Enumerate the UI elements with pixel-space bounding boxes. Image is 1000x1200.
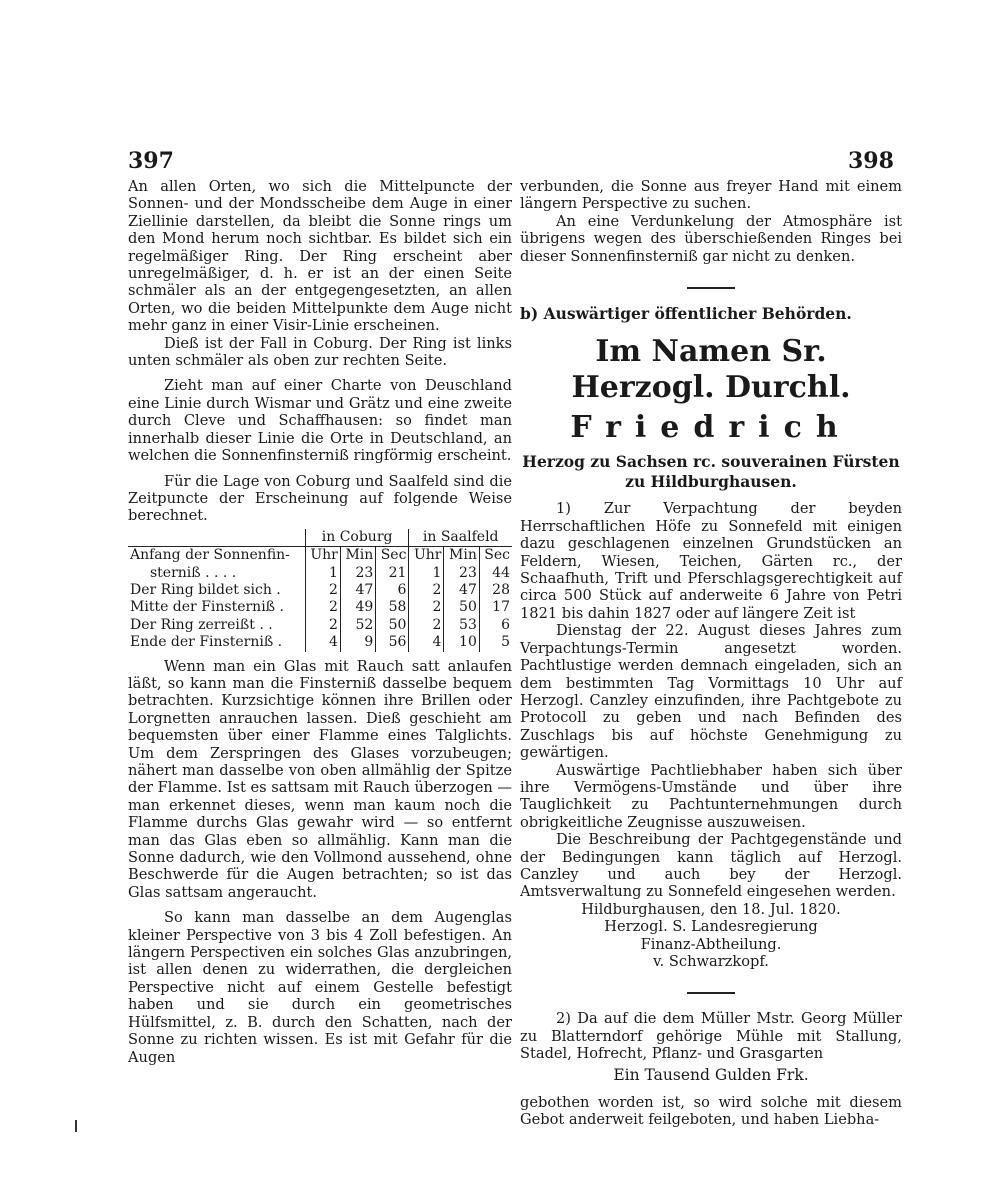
section-heading: b) Auswärtiger öffentlicher Behörden. xyxy=(520,304,852,324)
table-row xyxy=(128,599,512,616)
cell: 58 xyxy=(376,599,409,616)
column-header-uhr: Uhr xyxy=(409,547,444,565)
table-row xyxy=(128,565,512,582)
proclamation-name: Friedrich xyxy=(570,410,852,446)
paragraph: Auswärtige Pachtliebhaber haben sich über ihre Vermögens-Umstände und über ihre Tauglichkeit zu Pachtunternehmungen durch obrigkeitliche Zeugnisse auszuweisen. xyxy=(520,761,902,831)
column-header-min: Min xyxy=(340,547,375,565)
cell: 2 xyxy=(409,599,444,616)
cell: 47 xyxy=(444,582,479,599)
margin-mark xyxy=(75,1120,77,1132)
cell: 6 xyxy=(376,582,409,599)
cell: 4 xyxy=(409,634,444,651)
signature-name: v. Schwarzkopf. xyxy=(653,953,769,970)
table-group-header-row xyxy=(128,529,512,547)
cell: 50 xyxy=(444,599,479,616)
group-header-coburg: in Coburg xyxy=(305,529,409,547)
paragraph: Für die Lage von Coburg und Saalfeld sind die Zeitpuncte der Erscheinung auf folgende Weise berechnet. xyxy=(128,472,512,525)
group-header-saalfeld: in Saalfeld xyxy=(409,529,512,547)
cell: 53 xyxy=(444,617,479,634)
paragraph: Dieß ist der Fall in Coburg. Der Ring ist links unten schmäler als oben zur rechten Seite. xyxy=(128,334,512,370)
signature-authority: Herzogl. S. Landesregierung xyxy=(604,918,818,936)
page-number-left: 397 xyxy=(128,148,174,174)
column-header-sec: Sec xyxy=(376,547,409,565)
paragraph: Dienstag der 22. August dieses Jahres zum Verpachtungs-Termin angesetzt worden. Pachtlustige werden demnach eingeladen, sich an dem bestimmten Tag Vormittags 10 Uhr auf Herzogl. Canzley einzufinden, ihre Pachtgebote zu Protocoll zu geben und nach Befinden des Zuschlags bis auf höchste Genehmigung zu gewärtigen. xyxy=(520,622,902,762)
row-label: Ende der Finsterniß . xyxy=(130,634,283,651)
row-label: Der Ring bildet sich . xyxy=(130,581,281,598)
cell: 6 xyxy=(479,617,512,634)
table-row xyxy=(128,634,512,651)
left-column xyxy=(128,178,512,1066)
cell: 49 xyxy=(340,599,375,616)
table-row xyxy=(128,617,512,634)
cell: 52 xyxy=(340,617,375,634)
cell: 1 xyxy=(409,565,444,582)
column-header-uhr: Uhr xyxy=(305,547,340,565)
cell: 4 xyxy=(305,634,340,651)
proclamation-subheading: Herzog zu Sachsen rc. souverainen Fürsten zu Hildburghausen. xyxy=(522,452,900,492)
paragraph: Wenn man ein Glas mit Rauch satt anlaufen läßt, so kann man die Finsterniß dasselbe bequem betrachten. Kurzsichtige können ihre Brillen oder Lorgnetten anrauchen lassen. Dieß geschieht am bequemsten über einer Flamme eines Talglichts. Um dem Zerspringen des Glases vorzubeugen; nähert man dasselbe von oben allmählig der Spitze der Flamme. Ist es sattsam mit Rauch überzogen — man erkennet dieses, wenn man kaum noch die Flamme durchs Glas gewahr wird — so entfernt man das Glas eben so allmählig. Kann man die Sonne dadurch, wie den Vollmond aussehend, ohne Beschwerde für die Augen betrachten; so ist das Glas sattsam angeraucht. xyxy=(128,657,512,901)
dateline: Hildburghausen, den 18. Jul. 1820. xyxy=(581,900,841,918)
cell: 47 xyxy=(340,582,375,599)
cell: 56 xyxy=(376,634,409,651)
table-row xyxy=(128,547,512,565)
cell: 2 xyxy=(409,617,444,634)
cell: 28 xyxy=(479,582,512,599)
cell: 9 xyxy=(340,634,375,651)
section-divider xyxy=(687,992,735,994)
cell: 50 xyxy=(376,617,409,634)
cell: 44 xyxy=(479,565,512,582)
proclamation-heading: Im Namen Sr. Herzogl. Durchl. xyxy=(571,334,851,406)
signature-department: Finanz-Abtheilung. xyxy=(640,935,782,953)
cell: 10 xyxy=(444,634,479,651)
row-label: Mitte der Finsterniß . xyxy=(130,599,284,616)
cell: 2 xyxy=(409,582,444,599)
paragraph: So kann man dasselbe an dem Augenglas kleiner Perspective von 3 bis 4 Zoll befestigen. An längern Perspectiven ein solches Glas anzubringen, ist allen denen zu widerrathen, die dergleichen Perspective nicht auf einem Gestelle befestigt haben und sie durch ein geometrisches Hülfsmittel, z. B. durch den Schatten, nach der Sonne zu richten wissen. Es ist mit Gefahr für die Augen xyxy=(128,909,512,1066)
row-label: sterniß . . . . xyxy=(150,564,237,581)
right-column xyxy=(520,178,902,1129)
page-number-right: 398 xyxy=(848,148,894,174)
cell: 17 xyxy=(479,599,512,616)
price-line: Ein Tausend Gulden Frk. xyxy=(613,1065,809,1084)
paragraph: An eine Verdunkelung der Atmosphäre ist übrigens wegen des überschießenden Ringes bei dieser Sonnenfinsterniß gar nicht zu denken. xyxy=(520,212,902,265)
paragraph: Zieht man auf einer Charte von Deuschland eine Linie durch Wismar und Grätz und eine zweite durch Cleve und Schaffhausen: so findet man innerhalb dieser Linie die Orte in Deutschland, an welchen die Sonnenfinsterniß ringförmig erscheint. xyxy=(128,377,512,465)
cell: 23 xyxy=(340,565,375,582)
paragraph: verbunden, die Sonne aus freyer Hand mit einem längern Perspective zu suchen. xyxy=(520,178,902,213)
section-divider xyxy=(687,287,735,289)
cell: 23 xyxy=(444,565,479,582)
cell: 1 xyxy=(305,565,340,582)
cell: 2 xyxy=(305,617,340,634)
paragraph: 1) Zur Verpachtung der beyden Herrschaftlichen Höfe zu Sonnefeld mit einigen dazu geschlagenen einzelnen Grundstücken an Feldern, Wiesen, Teichen, Gärten rc., der Schaafhuth, Trift und Pferschlagsgerechtigkeit auf circa 500 Stück auf anderweite 6 Jahre von Petri 1821 bis dahin 1827 oder auf längere Zeit ist xyxy=(520,500,902,622)
column-header-min: Min xyxy=(444,547,479,565)
cell: 21 xyxy=(376,565,409,582)
cell: 2 xyxy=(305,599,340,616)
paragraph: Die Beschreibung der Pachtgegenstände und der Bedingungen kann täglich auf Herzogl. Canzley und auch bey der Herzogl. Amtsverwaltung zu Sonnefeld eingesehen werden. xyxy=(520,831,902,901)
paragraph: gebothen worden ist, so wird solche mit diesem Gebot anderweit feilgeboten, und haben Liebha- xyxy=(520,1094,902,1129)
row-label: Der Ring zerreißt . . xyxy=(130,616,273,633)
paragraph: An allen Orten, wo sich die Mittelpuncte der Sonnen- und der Mondsscheibe dem Auge in einer Ziellinie darstellen, da bleibt die Sonne rings um den Mond herum noch sichtbar. Es bildet sich ein regelmäßiger Ring. Der Ring erscheint aber unregelmäßiger, d. h. er ist an der einen Seite schmäler als an der entgegengesetzten, an allen Orten, wo die beiden Mittelpunkte dem Auge nicht mehr ganz in einer Visir-Linie erscheinen. xyxy=(128,178,512,335)
paragraph: 2) Da auf die dem Müller Mstr. Georg Müller zu Blatterndorf gehörige Mühle mit Stallung, Stadel, Hofrecht, Pflanz- und Grasgarten xyxy=(520,1010,902,1063)
eclipse-timing-table xyxy=(128,529,512,652)
cell: 2 xyxy=(305,582,340,599)
cell: 5 xyxy=(479,634,512,651)
table-row xyxy=(128,582,512,599)
column-header-sec: Sec xyxy=(479,547,512,565)
row-label: Anfang der Sonnenfin- xyxy=(130,547,290,564)
